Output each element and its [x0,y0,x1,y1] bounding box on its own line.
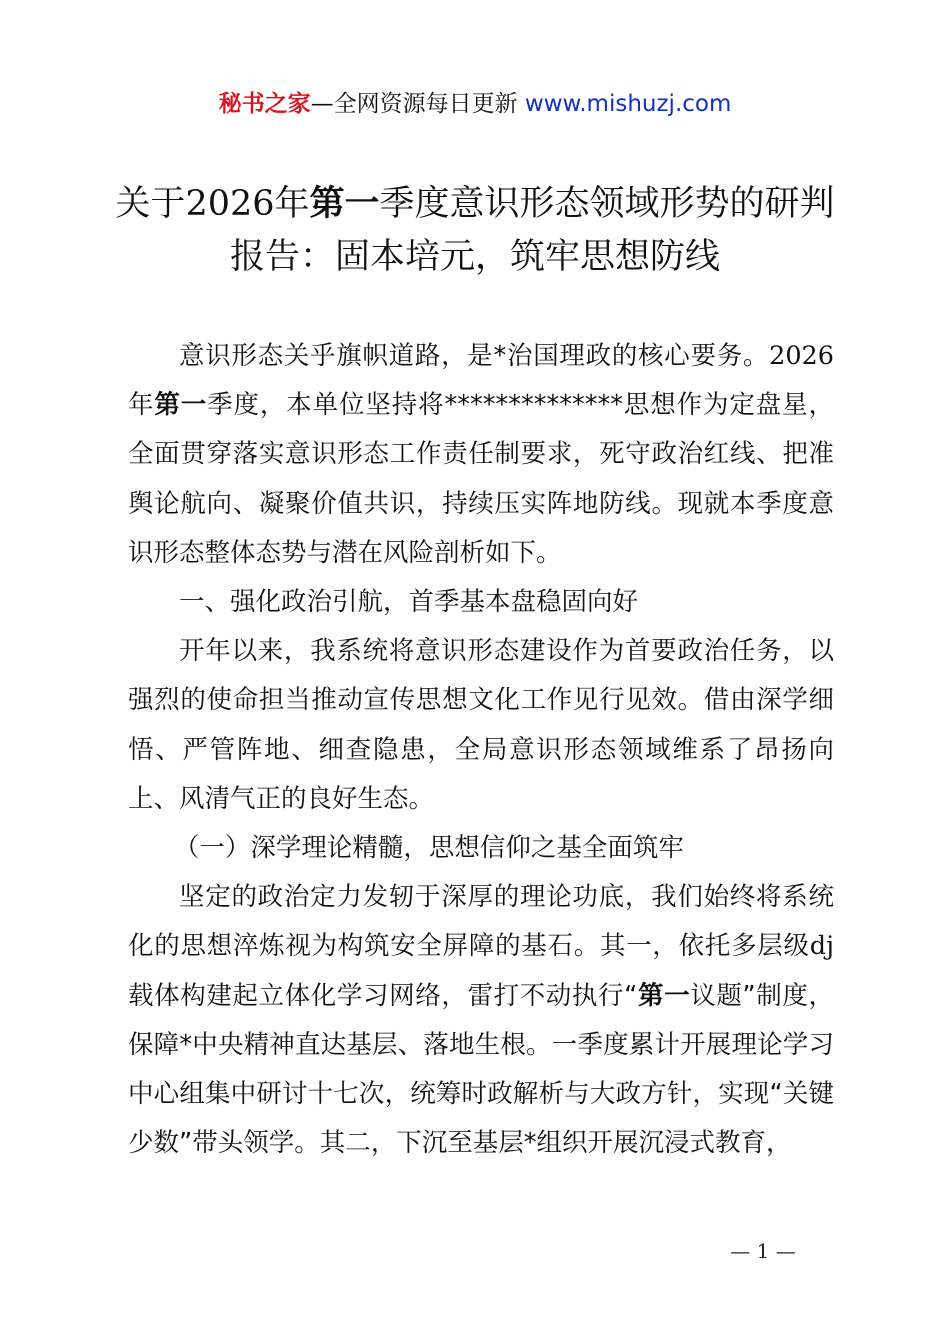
banner-tagline: 全网资源每日更新 [333,91,518,117]
paragraph-text: 坚定的政治定力发轫于深厚的理论功底，我们始终将系统化的思想淬炼视为构筑安全屏障的基石。其一，依托多层级 [128,882,834,962]
title-text: 季度意识形态领域形势的研判报告：固本培元，筑牢思想防线 [229,184,835,277]
title-bold-text: 第一 [309,184,380,224]
document-title [100,178,850,284]
paragraph-text: 议题”制度，保障*中央精神直达基层、落地生根。一季度累计开展理论学习中心组集中研讨十七次，统筹时政解析与大政方针，实现“关键少数”带头领学。其二，下沉至基层*组织开展沉浸式教育， [128,980,834,1159]
paragraph-bold-text: 第一 [637,980,691,1011]
title-text: 关于 [115,184,186,224]
title-year: 2026 [185,184,275,224]
subsection-heading: （一）深学理论精髓，思想信仰之基全面筑牢 [173,833,684,864]
title-text: 年 [274,184,310,224]
intro-bold-text: 第一 [154,390,208,421]
page-number: — 1 — [730,1239,796,1263]
site-banner [0,86,950,122]
paragraph-latin: dj [809,931,834,962]
intro-year: 2026 [769,341,834,371]
banner-separator: — [310,91,334,117]
site-url-link[interactable]: www.mishuzj.com [524,91,732,117]
intro-text: 意识形态关乎旗帜道路，是*治国理政的核心要务。 [179,341,770,371]
section-paragraph: 开年以来，我系统将意识形态建设作为首要政治任务，以强烈的使命担当推动宣传思想文化工作见行见效。借由深学细悟、严管阵地、细查隐患，全局意识形态领域维系了昂扬向上、风清气正的良好生态。 [128,636,834,814]
subsection-paragraph [128,873,834,1168]
brand-name: 秘书之家 [218,91,311,117]
intro-text: 季度，本单位坚持将**************思想作为定盘星，全面贯穿落实意识形态工作责任制要求，死守政治红线、把准舆论航向、凝聚价值共识，持续压实阵地防线。现就本季度意识形态整体态势与潜在风险剖析如下。 [128,390,834,568]
intro-paragraph [128,332,834,578]
document-body [128,332,834,1168]
paragraph-text: 载体构建起立体化学习网络，雷打不动执行“ [128,980,638,1011]
intro-text: 年 [128,390,155,421]
section-heading: 一、强化政治引航，首季基本盘稳固向好 [179,587,639,618]
